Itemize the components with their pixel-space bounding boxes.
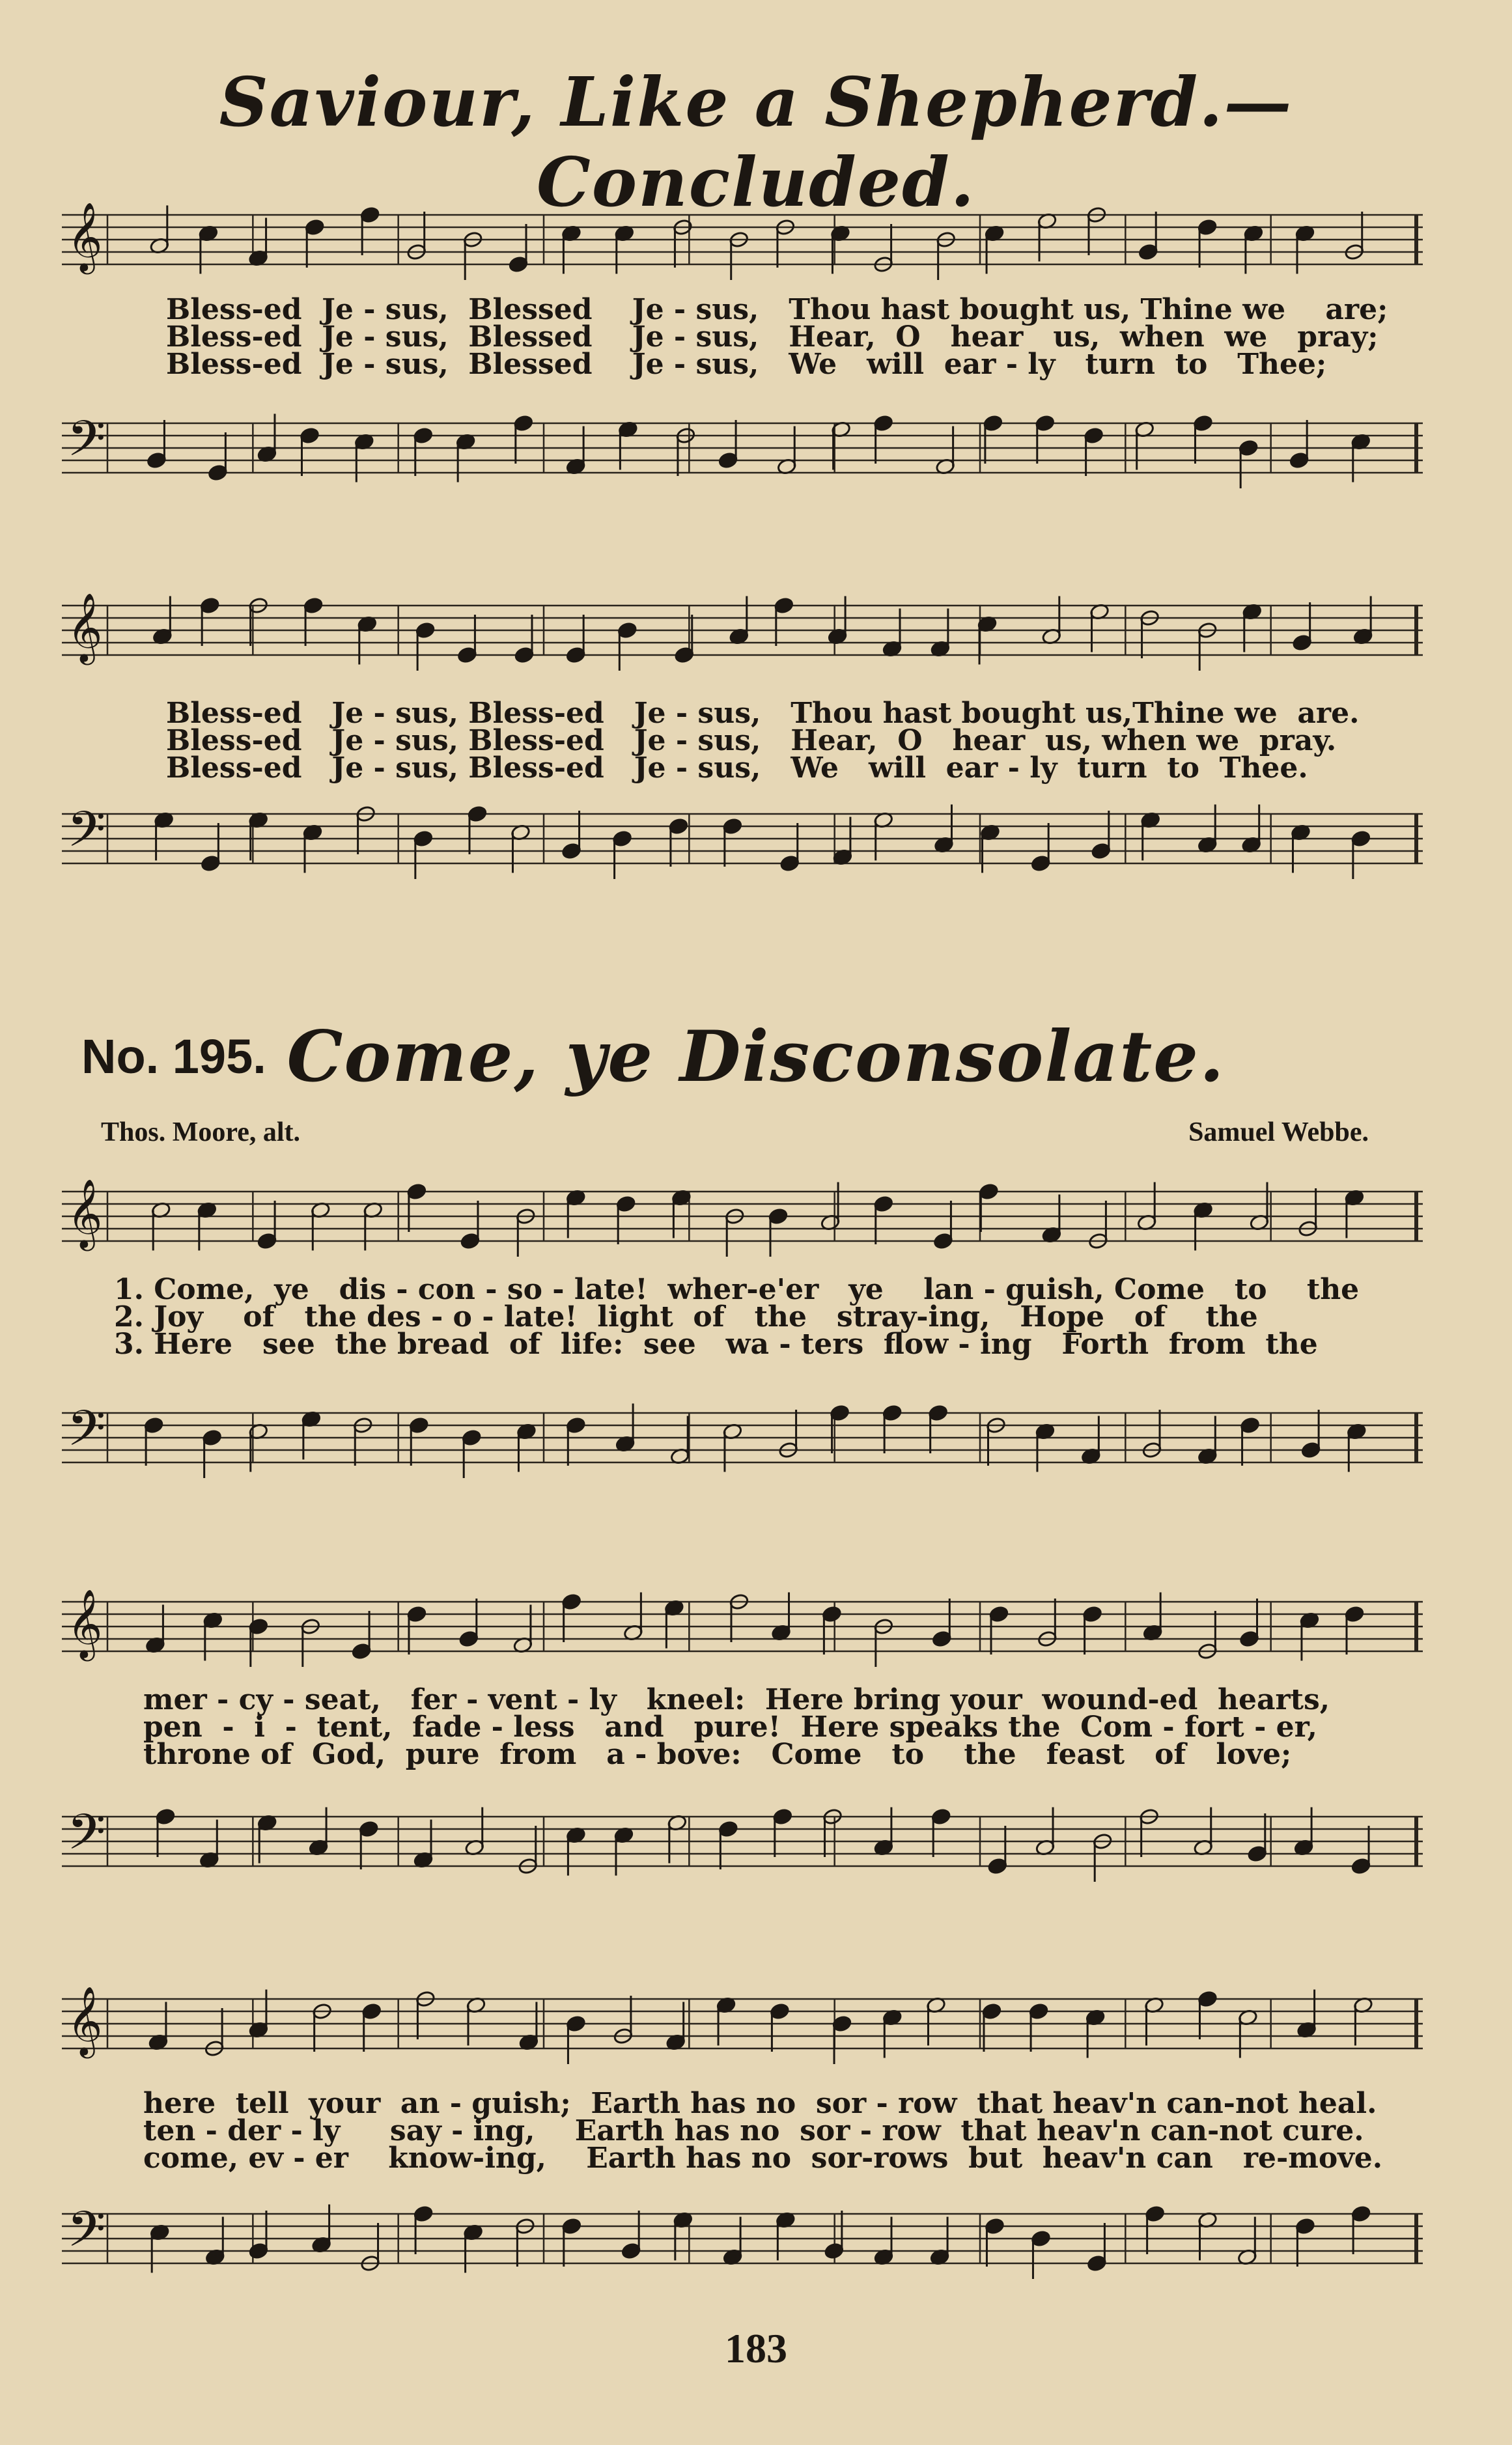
hymn-title: Come, ye Disconsolate. bbox=[287, 1016, 1225, 1098]
svg-text:𝄢: 𝄢 bbox=[67, 1399, 106, 1470]
treble-staff bbox=[62, 1166, 1429, 1276]
lyric-line: come, ev - er know-ing, Earth has no sor-rows but heav'n can re-move. bbox=[143, 2142, 1383, 2175]
music-credit: Samuel Webbe. bbox=[1188, 1117, 1369, 1147]
bass-staff bbox=[62, 397, 1429, 508]
hymn-number: No. 195. bbox=[81, 1029, 266, 1083]
lyrics-block bbox=[143, 1683, 1511, 1771]
bass-staff bbox=[62, 2188, 1429, 2298]
svg-text:𝄢: 𝄢 bbox=[67, 2200, 106, 2270]
page-title: Saviour, Like a Shepherd.—Concluded. bbox=[219, 62, 1293, 222]
lyrics-block bbox=[166, 697, 1512, 785]
lyrics-block bbox=[114, 1273, 1481, 1361]
treble-staff bbox=[62, 580, 1429, 690]
lyrics-block bbox=[166, 293, 1512, 381]
lyric-line: Bless-ed Je - sus, Bless-ed Je - sus, Hear, O hear us, when we pray. bbox=[166, 724, 1337, 757]
lyric-line: Bless-ed Je - sus, Blessed Je - sus, Thou hast bought us, Thine we are; bbox=[166, 293, 1388, 326]
svg-text:𝄞: 𝄞 bbox=[67, 1985, 103, 2056]
bass-staff bbox=[62, 1791, 1429, 1901]
treble-staff bbox=[62, 1973, 1429, 2084]
bass-staff bbox=[62, 788, 1429, 899]
lyric-line: 2. Joy of the des - o - late! light of the stray-ing, Hope of the bbox=[114, 1300, 1258, 1334]
lyric-line: throne of God, pure from a - bove: Come to the feast of love; bbox=[143, 1738, 1292, 1771]
lyric-line: Bless-ed Je - sus, Bless-ed Je - sus, Thou hast bought us,Thine we are. bbox=[166, 697, 1360, 730]
lyric-line: Bless-ed Je - sus, Blessed Je - sus, We will ear - ly turn to Thee; bbox=[166, 348, 1327, 381]
svg-text:𝄢: 𝄢 bbox=[67, 410, 106, 480]
lyric-line: Bless-ed Je - sus, Bless-ed Je - sus, We will ear - ly turn to Thee. bbox=[166, 751, 1308, 785]
lyric-line: pen - i - tent, fade - less and pure! Here speaks the Com - fort - er, bbox=[143, 1711, 1317, 1744]
bass-staff bbox=[62, 1387, 1429, 1498]
lyrics-block bbox=[143, 2087, 1511, 2175]
svg-text:𝄢: 𝄢 bbox=[67, 1803, 106, 1873]
lyric-line: 3. Here see the bread of life: see wa - ters flow - ing Forth from the bbox=[114, 1328, 1318, 1361]
treble-staff bbox=[62, 1576, 1429, 1686]
treble-staff bbox=[62, 189, 1429, 300]
svg-text:𝄞: 𝄞 bbox=[67, 592, 103, 662]
lyric-line: Bless-ed Je - sus, Blessed Je - sus, Hear, O hear us, when we pray; bbox=[166, 320, 1379, 354]
words-credit: Thos. Moore, alt. bbox=[101, 1117, 301, 1147]
page-number: 183 bbox=[725, 2325, 787, 2371]
lyric-line: ten - der - ly say - ing, Earth has no sor - row that heav'n can-not cure. bbox=[143, 2114, 1364, 2147]
svg-text:𝄞: 𝄞 bbox=[67, 201, 103, 272]
lyric-line: 1. Come, ye dis - con - so - late! wher-e'er ye lan - guish, Come to the bbox=[114, 1273, 1360, 1306]
svg-text:𝄞: 𝄞 bbox=[67, 1588, 103, 1658]
lyric-line: mer - cy - seat, fer - vent - ly kneel: Here bring your wound-ed hearts, bbox=[143, 1683, 1330, 1716]
svg-text:𝄞: 𝄞 bbox=[67, 1178, 103, 1248]
svg-text:𝄢: 𝄢 bbox=[67, 800, 106, 871]
lyric-line: here tell your an - guish; Earth has no sor - row that heav'n can-not heal. bbox=[143, 2087, 1377, 2120]
